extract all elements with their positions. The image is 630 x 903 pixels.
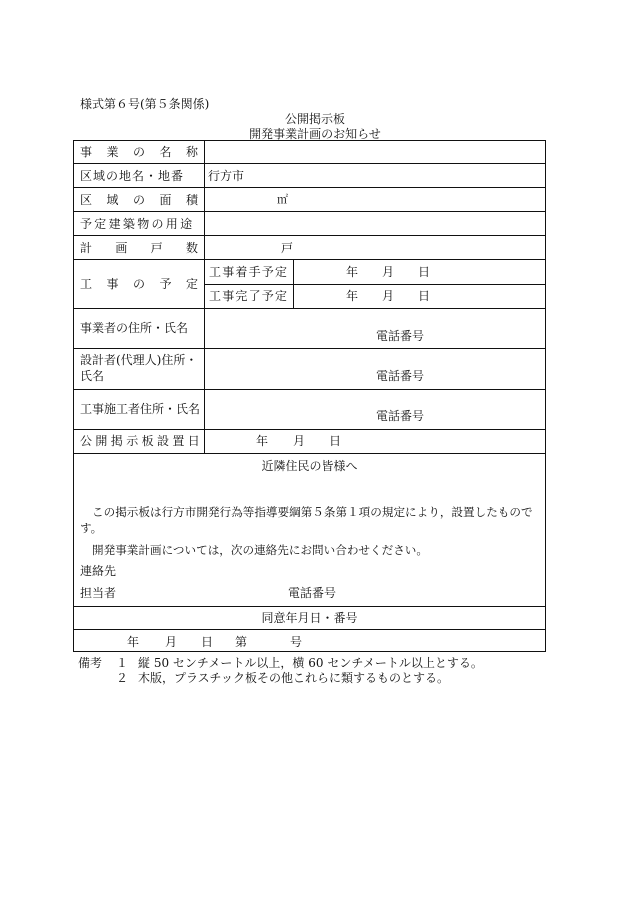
contractor-label: 工事施工者住所・氏名 [80, 402, 201, 416]
location-value: 行方市 [208, 169, 245, 183]
page-title: 公開掲示板 [284, 112, 345, 126]
start-month: 月 [382, 265, 395, 279]
designer-label-line2: 氏名 [80, 369, 105, 383]
consent-day: 日 [201, 635, 214, 649]
page-subtitle: 開発事業計画のお知らせ [249, 127, 381, 141]
label-text: 事 [80, 145, 93, 159]
consent-number-suffix: 号 [290, 635, 303, 649]
remarks [78, 656, 483, 686]
end-year: 年 [346, 289, 359, 303]
end-month: 月 [382, 289, 395, 303]
row-divider [74, 187, 545, 188]
row-divider [74, 259, 545, 260]
start-year: 年 [346, 265, 359, 279]
notice-paragraph-1-cont: す。 [80, 521, 103, 535]
row-divider [74, 308, 545, 309]
row-divider [74, 389, 545, 390]
person-in-charge-label: 担当者 [80, 586, 117, 600]
row-divider [74, 453, 545, 454]
column-divider [293, 259, 294, 308]
notice-paragraph-1: この掲示板は行方市開発行為等指導要綱第５条第１項の規定により，設置したもので [92, 505, 533, 519]
building-use-label: 予定建築物の用途 [80, 217, 195, 231]
remark-number: ２ [116, 671, 129, 685]
area-unit: ㎡ [277, 193, 288, 206]
row-divider [74, 429, 545, 430]
row-divider [74, 211, 545, 212]
remark-text: 木版，プラスチック板その他これらに類するものとする。 [138, 671, 450, 685]
posted-day: 日 [329, 434, 342, 448]
contact-label: 連絡先 [80, 564, 117, 578]
designer-phone-label: 電話番号 [376, 369, 425, 383]
contact-phone-label: 電話番号 [288, 586, 337, 600]
end-schedule-label: 工事完了予定 [209, 289, 289, 303]
notice-heading: 近隣住民の皆様へ [261, 459, 358, 473]
location-label: 区域の地名・地番 [80, 169, 185, 183]
consent-label: 同意年月日・番号 [261, 611, 358, 625]
remarks-label: 備考 [78, 656, 103, 670]
planned-units-unit: 戸 [281, 241, 294, 255]
consent-number-prefix: 第 [235, 635, 248, 649]
posted-year: 年 [256, 434, 269, 448]
consent-month: 月 [165, 635, 178, 649]
row-divider [74, 348, 545, 349]
planned-units-label: 計 画 戸 数 [80, 241, 198, 255]
row-divider [74, 163, 545, 164]
contractor-phone-label: 電話番号 [376, 409, 425, 423]
column-divider [204, 141, 205, 453]
row-divider [74, 629, 545, 630]
designer-label-line1: 設計者(代理人)住所・ [80, 353, 198, 367]
notice-paragraph-2: 開発事業計画については，次の連絡先にお問い合わせください。 [92, 543, 428, 557]
notice-board-table [73, 140, 546, 652]
posted-month: 月 [293, 434, 306, 448]
schedule-label: 工 事 の 予 定 [80, 277, 198, 291]
owner-phone-label: 電話番号 [376, 329, 425, 343]
start-schedule-label: 工事着手予定 [209, 265, 289, 279]
posted-date-label: 公開掲示板設置日 [80, 434, 204, 448]
owner-label: 事業者の住所・氏名 [80, 321, 189, 335]
form-number: 様式第６号(第５条関係) [80, 97, 210, 111]
end-day: 日 [418, 289, 431, 303]
remark-number: １ [116, 656, 129, 670]
remark-text: 縦 50 センチメートル以上，横 60 センチメートル以上とする。 [138, 656, 483, 670]
area-label: 区 域 の 面 積 [80, 193, 198, 207]
row-divider [204, 284, 545, 285]
project-name-label: 事 業 の 名 称 [80, 145, 198, 159]
start-day: 日 [418, 265, 431, 279]
consent-year: 年 [127, 635, 140, 649]
row-divider [74, 235, 545, 236]
row-divider [74, 606, 545, 607]
